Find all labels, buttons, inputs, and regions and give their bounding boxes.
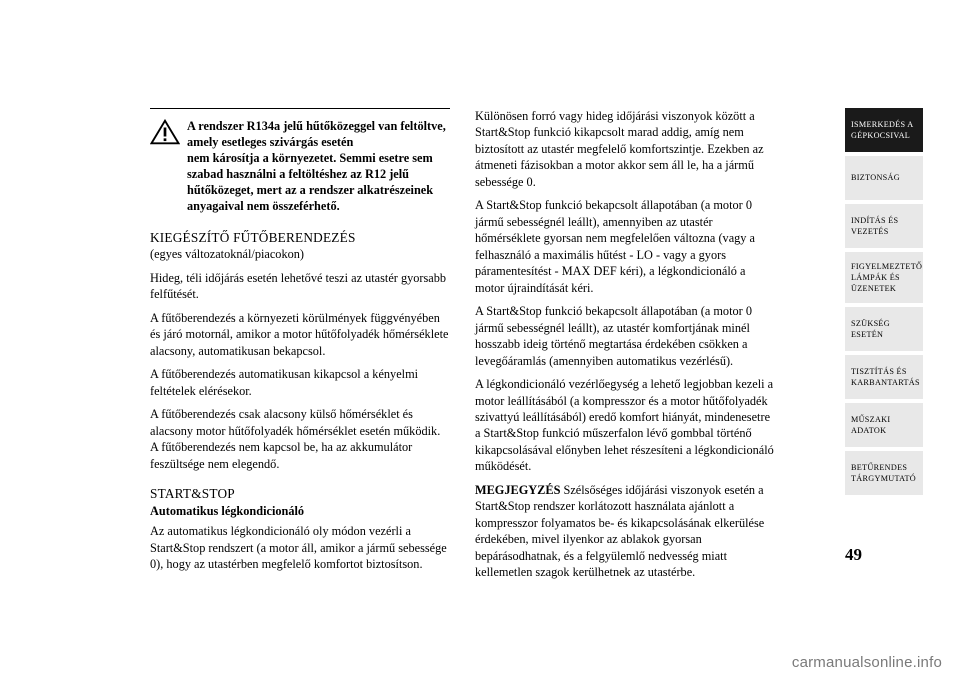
tab-beturendes-targymutato[interactable] <box>845 451 923 495</box>
heading-kiegeszito-futoberendezes: KIEGÉSZÍTŐ FŰTŐBERENDEZÉS <box>150 229 356 245</box>
tab-inditas-line-2: VEZETÉS <box>851 227 889 236</box>
tab-ismerkedes-line-2: GÉPKOCSIVAL <box>851 131 911 140</box>
warning-triangle-icon <box>150 119 180 145</box>
heading-note: (egyes változatoknál/piacokon) <box>150 247 304 262</box>
heading-start-stop: START&STOP <box>150 486 235 501</box>
paragraph-right-1: Különösen forró vagy hideg időjárási viszonyok között a Start&Stop funkció kikapcsolt marad addig, amíg nem biztosított az utastér megfelelő komfortszintje. Ezekben az átmeneti fázisokban a motor akkor sem áll le, ha a jármű sebessége 0. <box>475 109 764 189</box>
warning-line-2: feltöltve, amely esetleges szivárgás esetén <box>187 119 446 150</box>
left-column <box>150 108 450 580</box>
subheading-automatikus-legkondicionalo: Automatikus légkondicionáló <box>150 503 305 518</box>
note-text: Szélsőséges időjárási viszonyok esetén a Start&Stop rendszer korlátozott használata ajánlott a kompresszor folyamatos be- és kikapcsolásának elkerülése érdekében, mivel ilyenkor az ablakok gyorsan bepárásodhatnak, és a felgyülemlő nedvesség miatt kellemetlen szagok kerülhetnek az utastérbe. <box>475 482 765 580</box>
paragraph-right-4: A légkondicionáló vezérlőegység a lehető legjobban kezeli a motor leállításából (a kompresszor és a motor hűtőfolyadék szivattyú leállításából) eredő komfort hiányát, mindenesetre a Start&Stop funkció műszerfalon lévő gombbal történő kikapcsolásával előnyben lehet részesíteni a légkondicionáló működését. <box>475 377 774 474</box>
paragraph-left-2: A fűtőberendezés a környezeti körülmények függvényében és járó motornál, amikor a motor hűtőfolyadék hőmérséklete alacsony, automatikusan bekapcsol. <box>150 310 449 358</box>
tab-szukseg-eseten[interactable] <box>845 307 923 351</box>
tab-tisztitas-line-1: TISZTÍTÁS ÉS <box>851 367 907 377</box>
paragraph-right-2: A Start&Stop funkció bekapcsolt állapotában (a motor 0 jármű sebességnél leállt), amennyiben az utastér hőmérséklete gyorsan nem megfelelően változna (vagy a felhasználó a maximális hűtést - LO - vagy a gyors páramentesítést - MAX DEF kéri), a légkondicionáló a motor újraindítását kéri. <box>475 198 755 295</box>
tab-tisztitas-line-2: KARBANTARTÁS <box>851 378 920 388</box>
note-label: MEGJEGYZÉS <box>475 482 561 497</box>
tab-muszaki-adatok[interactable] <box>845 403 923 447</box>
tab-figyelmezteto-line-2: LÁMPÁK ÉS <box>851 273 900 283</box>
watermark: carmanualsonline.info <box>791 654 942 671</box>
warning-line-1: A rendszer R134a jelű hűtőközeggel van <box>187 119 398 133</box>
tab-figyelmezteto-line-1: FIGYELMEZTETŐ <box>851 262 923 271</box>
tab-szukseg-line-1: SZÜKSÉG ESETÉN <box>851 319 890 340</box>
warning-rest: nem károsítja a környezetet. Semmi esetre sem szabad használni a feltöltéshez az R12 jelű hűtőközeget, mert az a rendszer alkatrészeinek anyagaival nem összeférhető. <box>187 151 434 214</box>
tab-inditas-line-1: INDÍTÁS ÉS <box>851 215 899 225</box>
paragraph-right-3: A Start&Stop funkció bekapcsolt állapotában (a motor 0 jármű sebességnél leállt), az utastér komfortjának minél hosszabb ideig történő megtartása érdekében csökken a levegőáramlás (amennyiben automatikus vezérlésű). <box>475 304 752 368</box>
warning-block <box>150 118 450 215</box>
right-column <box>475 108 775 588</box>
tab-targymutato-line-2: TÁRGYMUTATÓ <box>851 474 916 484</box>
tab-inditas-es-vezetes[interactable] <box>845 204 923 248</box>
paragraph-left-1: Hideg, téli időjárás esetén lehetővé teszi az utastér gyorsabb felfűtését. <box>150 270 447 302</box>
paragraph-left-3: A fűtőberendezés automatikusan kikapcsol a kényelmi feltételek elérésekor. <box>150 367 419 398</box>
tab-biztonsag[interactable] <box>845 156 923 200</box>
tab-targymutato-line-1: BETŰRENDES <box>851 463 908 473</box>
tab-ismerkedes-line-1: ISMERKEDÉS A <box>851 119 914 129</box>
tab-tisztitas-es-karbantartas[interactable] <box>845 355 923 399</box>
tab-figyelmezteto-line-3: ÜZENETEK <box>851 284 897 294</box>
tab-muszaki-line-1: MŰSZAKI ADATOK <box>851 415 891 436</box>
column-rule <box>150 108 450 109</box>
warning-text <box>187 118 450 215</box>
page-content <box>150 108 820 578</box>
section-tabs <box>845 108 923 499</box>
note-paragraph <box>475 482 775 581</box>
page-number: 49 <box>845 545 862 564</box>
tab-ismerkedes[interactable] <box>845 108 923 152</box>
paragraph-left-4: A fűtőberendezés csak alacsony külső hőmérséklet és alacsony motor hűtőfolyadék hőmérséklet esetén működik. A fűtőberendezés nem kapcsol be, ha az akkumulátor feszültsége nem elegendő. <box>150 407 441 471</box>
tab-biztonsag-line-1: BIZTONSÁG <box>851 173 900 183</box>
tab-figyelmezteto-lampak[interactable] <box>845 252 923 303</box>
paragraph-left-5: Az automatikus légkondicionáló oly módon vezérli a Start&Stop rendszert (a motor áll, amikor a jármű sebessége 0), hogy az utastérben megfelelő komfortot biztosítson. <box>150 524 447 572</box>
